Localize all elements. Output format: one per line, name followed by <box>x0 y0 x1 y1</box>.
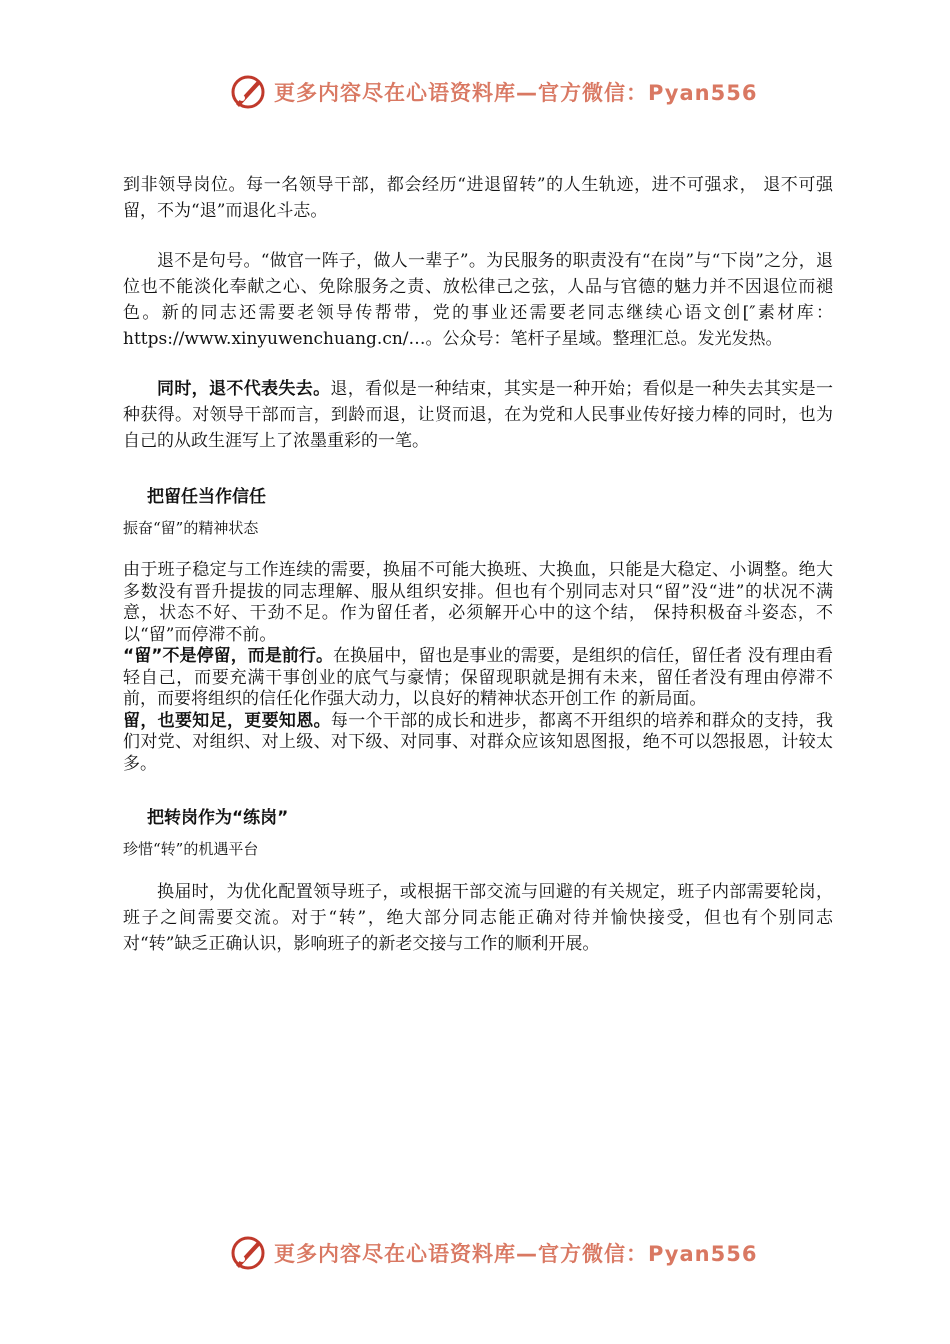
section-subtitle-1: 振奋“留”的精神状态 <box>123 519 259 537</box>
section-heading-1: 把留任当作信任 <box>147 487 266 507</box>
paragraph-3-lead: 同时，退不代表失去。 <box>157 379 331 399</box>
paragraph-1: 到非领导岗位。每一名领导干部，都会经历“进退留转”的人生轨迹，进不可强求， 退不可强留，不为“退”而退化斗志。 <box>123 175 833 221</box>
paragraph-6 <box>123 711 833 776</box>
paragraph-2: 退不是句号。“做官一阵子，做人一辈子”。为民服务的职责没有“在岗”与“下岗”之分，退位也不能淡化奉献之心、免除服务之责、放松律己之弦，人品与官德的魅力并不因退位而褪色。新的同志还需要老领导传帮带，党的事业还需要老同志继续心语文创[″素材库：https://www.xinyuwenchuang.cn/…。公众号：笔杆子星域。整理汇总。发光发热。 <box>123 251 833 349</box>
paragraph-6-text: 每一个干部的成长和进步，都离不开组织的培养和群众的支持，我们对党、对组织、对上级、对下级、对同事、对群众应该知恩图报，绝不可以怨报恩，计较太多。 <box>123 710 834 774</box>
paragraph-5-lead: “留”不是停留，而是前行。 <box>123 646 334 666</box>
paragraph-6-lead: 留，也要知足，更要知恩。 <box>123 710 331 731</box>
document-body <box>123 172 833 957</box>
pen-logo-icon <box>228 1233 268 1273</box>
paragraph-5 <box>123 646 833 711</box>
section-subtitle-2: 珍惜“转”的机遇平台 <box>123 840 259 858</box>
footer-banner <box>228 1233 758 1273</box>
header-banner-text: 更多内容尽在心语资料库—官方微信：Pyan556 <box>274 81 758 105</box>
paragraph-7: 换届时，为优化配置领导班子，或根据干部交流与回避的有关规定，班子内部需要轮岗，班子之间需要交流。对于“转”，绝大部分同志能正确对待并愉快接受，但也有个别同志对“转”缺乏正确认识，影响班子的新老交接与工作的顺利开展。 <box>123 882 833 954</box>
paragraph-3-text: 退，看似是一种结束，其实是一种开始；看似是一种失去其实是一种获得。对领导干部而言，到龄而退，让贤而退，在为党和人民事业传好接力棒的同时，也为自己的从政生涯写上了浓墨重彩的一笔。 <box>123 379 833 451</box>
header-banner <box>228 72 758 112</box>
paragraph-4: 由于班子稳定与工作连续的需要，换届不可能大换班、大换血，只能是大稳定、小调整。绝大多数没有晋升提拔的同志理解、服从组织安排。但也有个别同志对只“留”没“进”的状况不满意，状态不好、干劲不足。作为留任者，必须解开心中的这个结， 保持积极奋斗姿态，不以“留”而停滞不前。 <box>123 560 833 645</box>
section-heading-2: 把转岗作为“练岗” <box>147 808 289 828</box>
paragraph-5-text: 在换届中，留也是事业的需要，是组织的信任，留任者 没有理由看轻自己，而要充满干事创业的底气与豪情；保留现职就是拥有未来，留任者没有理由停滞不前，而要将组织的信任化作强大动力，以良好的精神状态开创工作 的新局面。 <box>123 646 833 709</box>
pen-logo-icon <box>228 72 268 112</box>
footer-banner-text: 更多内容尽在心语资料库—官方微信：Pyan556 <box>274 1242 758 1266</box>
paragraph-3 <box>123 376 833 454</box>
